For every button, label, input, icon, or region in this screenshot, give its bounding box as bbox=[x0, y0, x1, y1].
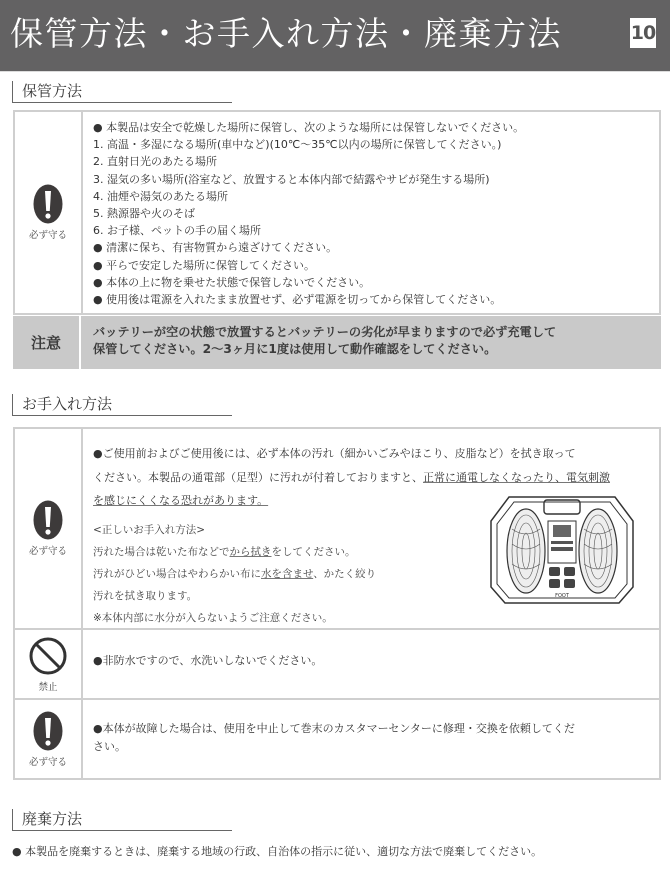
method-line: 汚れを拭き取ります。 bbox=[93, 589, 198, 602]
exclamation-circle-icon bbox=[33, 500, 63, 540]
method-line: ※本体内部に水分が入らないようご注意ください。 bbox=[93, 611, 333, 624]
storage-line: ● 清潔に保ち、有害物質から遠ざけてください。 bbox=[93, 241, 338, 255]
method-text: 、かたく絞り bbox=[313, 567, 377, 580]
storage-line: 4. 油煙や湯気のあたる場所 bbox=[93, 189, 228, 203]
storage-line: 1. 高温・多湿になる場所(車中など)(10℃〜35℃以内の場所に保管してください。) bbox=[93, 138, 502, 152]
care-text-plain: ください。本製品の通電部（足型）に汚れが付着しておりますと、 bbox=[93, 470, 423, 484]
storage-line: 2. 直射日光のあたる場所 bbox=[93, 155, 217, 169]
foot-massager-illustration bbox=[487, 489, 637, 607]
exclamation-circle-icon bbox=[33, 711, 63, 751]
method-text: 汚れがひどい場合はやわらかい布に bbox=[93, 567, 261, 580]
care-line: ●ご使用前およびご使用後には、必ず本体の汚れ（細かいごみやほこり、皮脂など）を拭き取って bbox=[93, 447, 576, 460]
method-text: をしてください。 bbox=[271, 545, 356, 558]
storage-text bbox=[83, 112, 659, 313]
storage-table bbox=[13, 110, 661, 315]
exclamation-circle-icon bbox=[33, 184, 63, 224]
care-row-repair bbox=[15, 698, 659, 778]
care-line bbox=[93, 466, 649, 490]
care-icon-cell bbox=[15, 429, 83, 628]
page-number-badge: 10 bbox=[630, 18, 656, 48]
care-text-underlined: を感じにくくなる恐れがあります。 bbox=[93, 494, 269, 507]
care-row-no-water bbox=[15, 628, 659, 698]
caution-label: 注意 bbox=[13, 316, 81, 369]
method-title: <正しいお手入れ方法> bbox=[93, 523, 206, 536]
storage-line: 3. 湿気の多い場所(浴室など、放置すると本体内部で結露やサビが発生する場所) bbox=[93, 172, 490, 186]
page-header bbox=[0, 0, 670, 72]
caution-line: バッテリーが空の状態で放置するとバッテリーの劣化が早まりますので必ず充電して bbox=[93, 325, 557, 339]
prohibited-icon bbox=[28, 636, 68, 676]
care-text bbox=[83, 700, 659, 778]
caution-line: 保管してください。2〜3ヶ月に1度は使用して動作確認をしてください。 bbox=[93, 342, 497, 356]
care-line: ●非防水ですので、水洗いしないでください。 bbox=[93, 654, 323, 668]
method-text: 汚れた場合は乾いた布などで bbox=[93, 545, 230, 558]
device-panel-text: FOOT bbox=[555, 593, 569, 599]
storage-line: ● 本製品は安全で乾燥した場所に保管し、次のような場所には保管しないでください。 bbox=[93, 121, 525, 134]
storage-icon-cell bbox=[15, 112, 83, 313]
icon-label: 禁止 bbox=[38, 681, 58, 693]
storage-row bbox=[15, 112, 659, 313]
care-text bbox=[83, 630, 659, 698]
section-heading-care: お手入れ方法 bbox=[12, 394, 232, 416]
storage-line: 5. 熱源器や火のそば bbox=[93, 207, 195, 221]
method-text-underlined: から拭き bbox=[229, 545, 272, 558]
care-text-underlined: 正常に通電しなくなったり、電気刺激 bbox=[423, 470, 610, 484]
icon-label: 必ず守る bbox=[28, 230, 67, 241]
section-heading-storage: 保管方法 bbox=[12, 81, 232, 103]
method-text-underlined: 水を含ませ bbox=[261, 567, 314, 580]
care-icon-cell bbox=[15, 630, 83, 698]
storage-line: ● 使用後は電源を入れたまま放置せず、必ず電源を切ってから保管してください。 bbox=[93, 293, 502, 307]
section-heading-disposal: 廃棄方法 bbox=[12, 809, 232, 831]
care-line: さい。 bbox=[93, 740, 126, 753]
storage-line: ● 本体の上に物を乗せた状態で保管しないでください。 bbox=[93, 275, 371, 289]
storage-line: 6. お子様、ペットの手の届く場所 bbox=[93, 224, 261, 238]
icon-label: 必ず守る bbox=[28, 546, 67, 557]
icon-label: 必ず守る bbox=[28, 756, 67, 768]
storage-line: ● 平らで安定した場所に保管してください。 bbox=[93, 258, 315, 272]
care-icon-cell bbox=[15, 700, 83, 778]
care-table bbox=[13, 427, 661, 780]
care-row-cleaning bbox=[15, 429, 659, 628]
page-title: 保管方法・お手入れ方法・廃棄方法 bbox=[10, 14, 562, 53]
caution-box bbox=[13, 316, 661, 369]
care-line: ●本体が故障した場合は、使用を中止して巻末のカスタマーセンターに修理・交換を依頼してくだ bbox=[93, 722, 575, 735]
disposal-text: ● 本製品を廃棄するときは、廃棄する地域の行政、自治体の指示に従い、適切な方法で廃棄してください。 bbox=[12, 845, 543, 858]
caution-text bbox=[81, 316, 661, 369]
